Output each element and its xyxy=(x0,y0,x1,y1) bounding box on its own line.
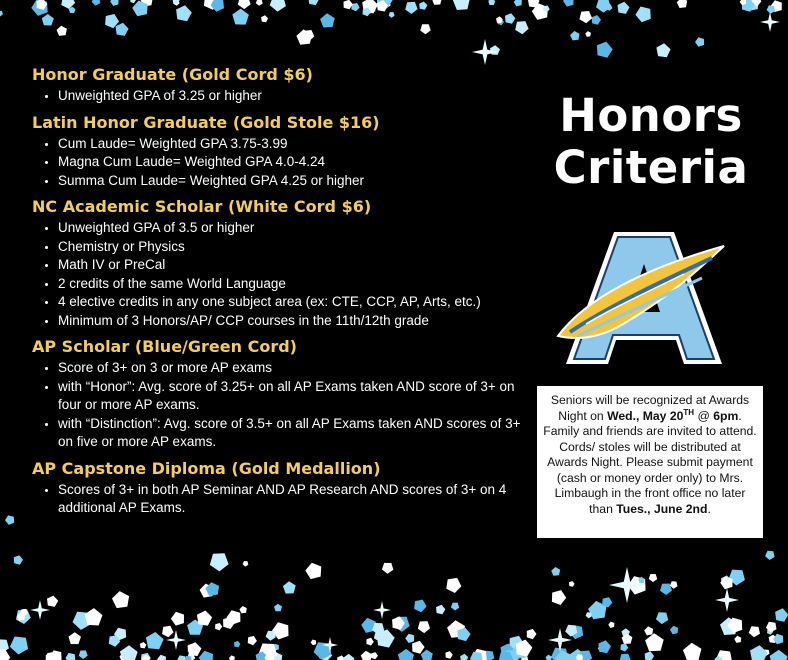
criteria-bullets xyxy=(32,359,532,452)
criteria-section xyxy=(32,196,532,330)
criteria-item: • Unweighted GPA of 3.25 or higher xyxy=(58,87,532,106)
criteria-section xyxy=(32,458,532,518)
section-heading: NC Academic Scholar (White Cord $6) xyxy=(32,197,372,216)
criteria-bullets xyxy=(32,87,532,106)
criteria-item: • 2 credits of the same World Language xyxy=(58,275,532,294)
criteria-item: • Minimum of 3 Honors/AP/ CCP courses in the 11th/12th grade xyxy=(58,312,532,331)
section-heading: Honor Graduate (Gold Cord $6) xyxy=(32,65,313,84)
section-heading: AP Capstone Diploma (Gold Medallion) xyxy=(32,458,381,478)
criteria-section xyxy=(32,336,532,452)
criteria-bullets xyxy=(32,135,532,191)
letter-a-with-feather-logo xyxy=(556,228,726,368)
criteria-item: • Chemistry or Physics xyxy=(58,238,532,257)
section-heading: AP Scholar (Blue/Green Cord) xyxy=(32,337,297,356)
criteria-item: • 4 elective credits in any one subject area (ex: CTE, CCP, AP, Arts, etc.) xyxy=(58,293,532,312)
awards-time: 6pm xyxy=(713,408,739,423)
awards-night-notice xyxy=(537,386,763,538)
criteria-item: • Math IV or PreCal xyxy=(58,256,532,275)
awards-date xyxy=(607,409,694,423)
title-line-2: Criteria xyxy=(553,141,749,194)
criteria-item: • Magna Cum Laude= Weighted GPA 4.0-4.24 xyxy=(58,153,532,172)
criteria-section xyxy=(32,64,532,106)
criteria-item: • Summa Cum Laude= Weighted GPA 4.25 or higher xyxy=(58,172,532,191)
criteria-item: • Score of 3+ on 3 or more AP exams xyxy=(58,359,532,378)
page-title xyxy=(524,90,778,194)
criteria-bullets xyxy=(32,219,532,330)
criteria-item: • Unweighted GPA of 3.5 or higher xyxy=(58,219,532,238)
criteria-section xyxy=(32,112,532,191)
payment-deadline: Tues., June 2nd xyxy=(616,501,708,516)
awards-date-suffix: TH xyxy=(683,407,695,417)
criteria-item: • Cum Laude= Weighted GPA 3.75-3.99 xyxy=(58,135,532,154)
notice-text: Seniors will be recognized at Awards Night on xyxy=(550,393,750,423)
criteria-item: • with “Distinction”: Avg. score of 3.5+ on all AP Exams taken AND scores of 3+ on five or more AP exams. xyxy=(58,415,532,452)
criteria-list xyxy=(32,60,532,524)
notice-text: @ xyxy=(694,408,714,423)
awards-date-text: Wed., May 20 xyxy=(607,408,684,423)
title-line-1: Honors xyxy=(559,89,743,142)
notice-text: . xyxy=(707,501,711,516)
section-heading: Latin Honor Graduate (Gold Stole $16) xyxy=(32,112,380,132)
criteria-item: • with “Honor”: Avg. score of 3.25+ on all AP Exams taken AND score of 3+ on four or more AP exams. xyxy=(58,378,532,415)
criteria-bullets xyxy=(32,481,532,518)
notice-text: . Family and friends are invited to attend. Cords/ stoles will be distributed at Awards Night. Please submit payment (cash or money order only) to Mrs. Limbaugh in the front office no later than xyxy=(543,408,757,516)
criteria-item: • Scores of 3+ in both AP Seminar AND AP Research AND scores of 3+ on 4 additional AP Exams. xyxy=(58,481,532,518)
